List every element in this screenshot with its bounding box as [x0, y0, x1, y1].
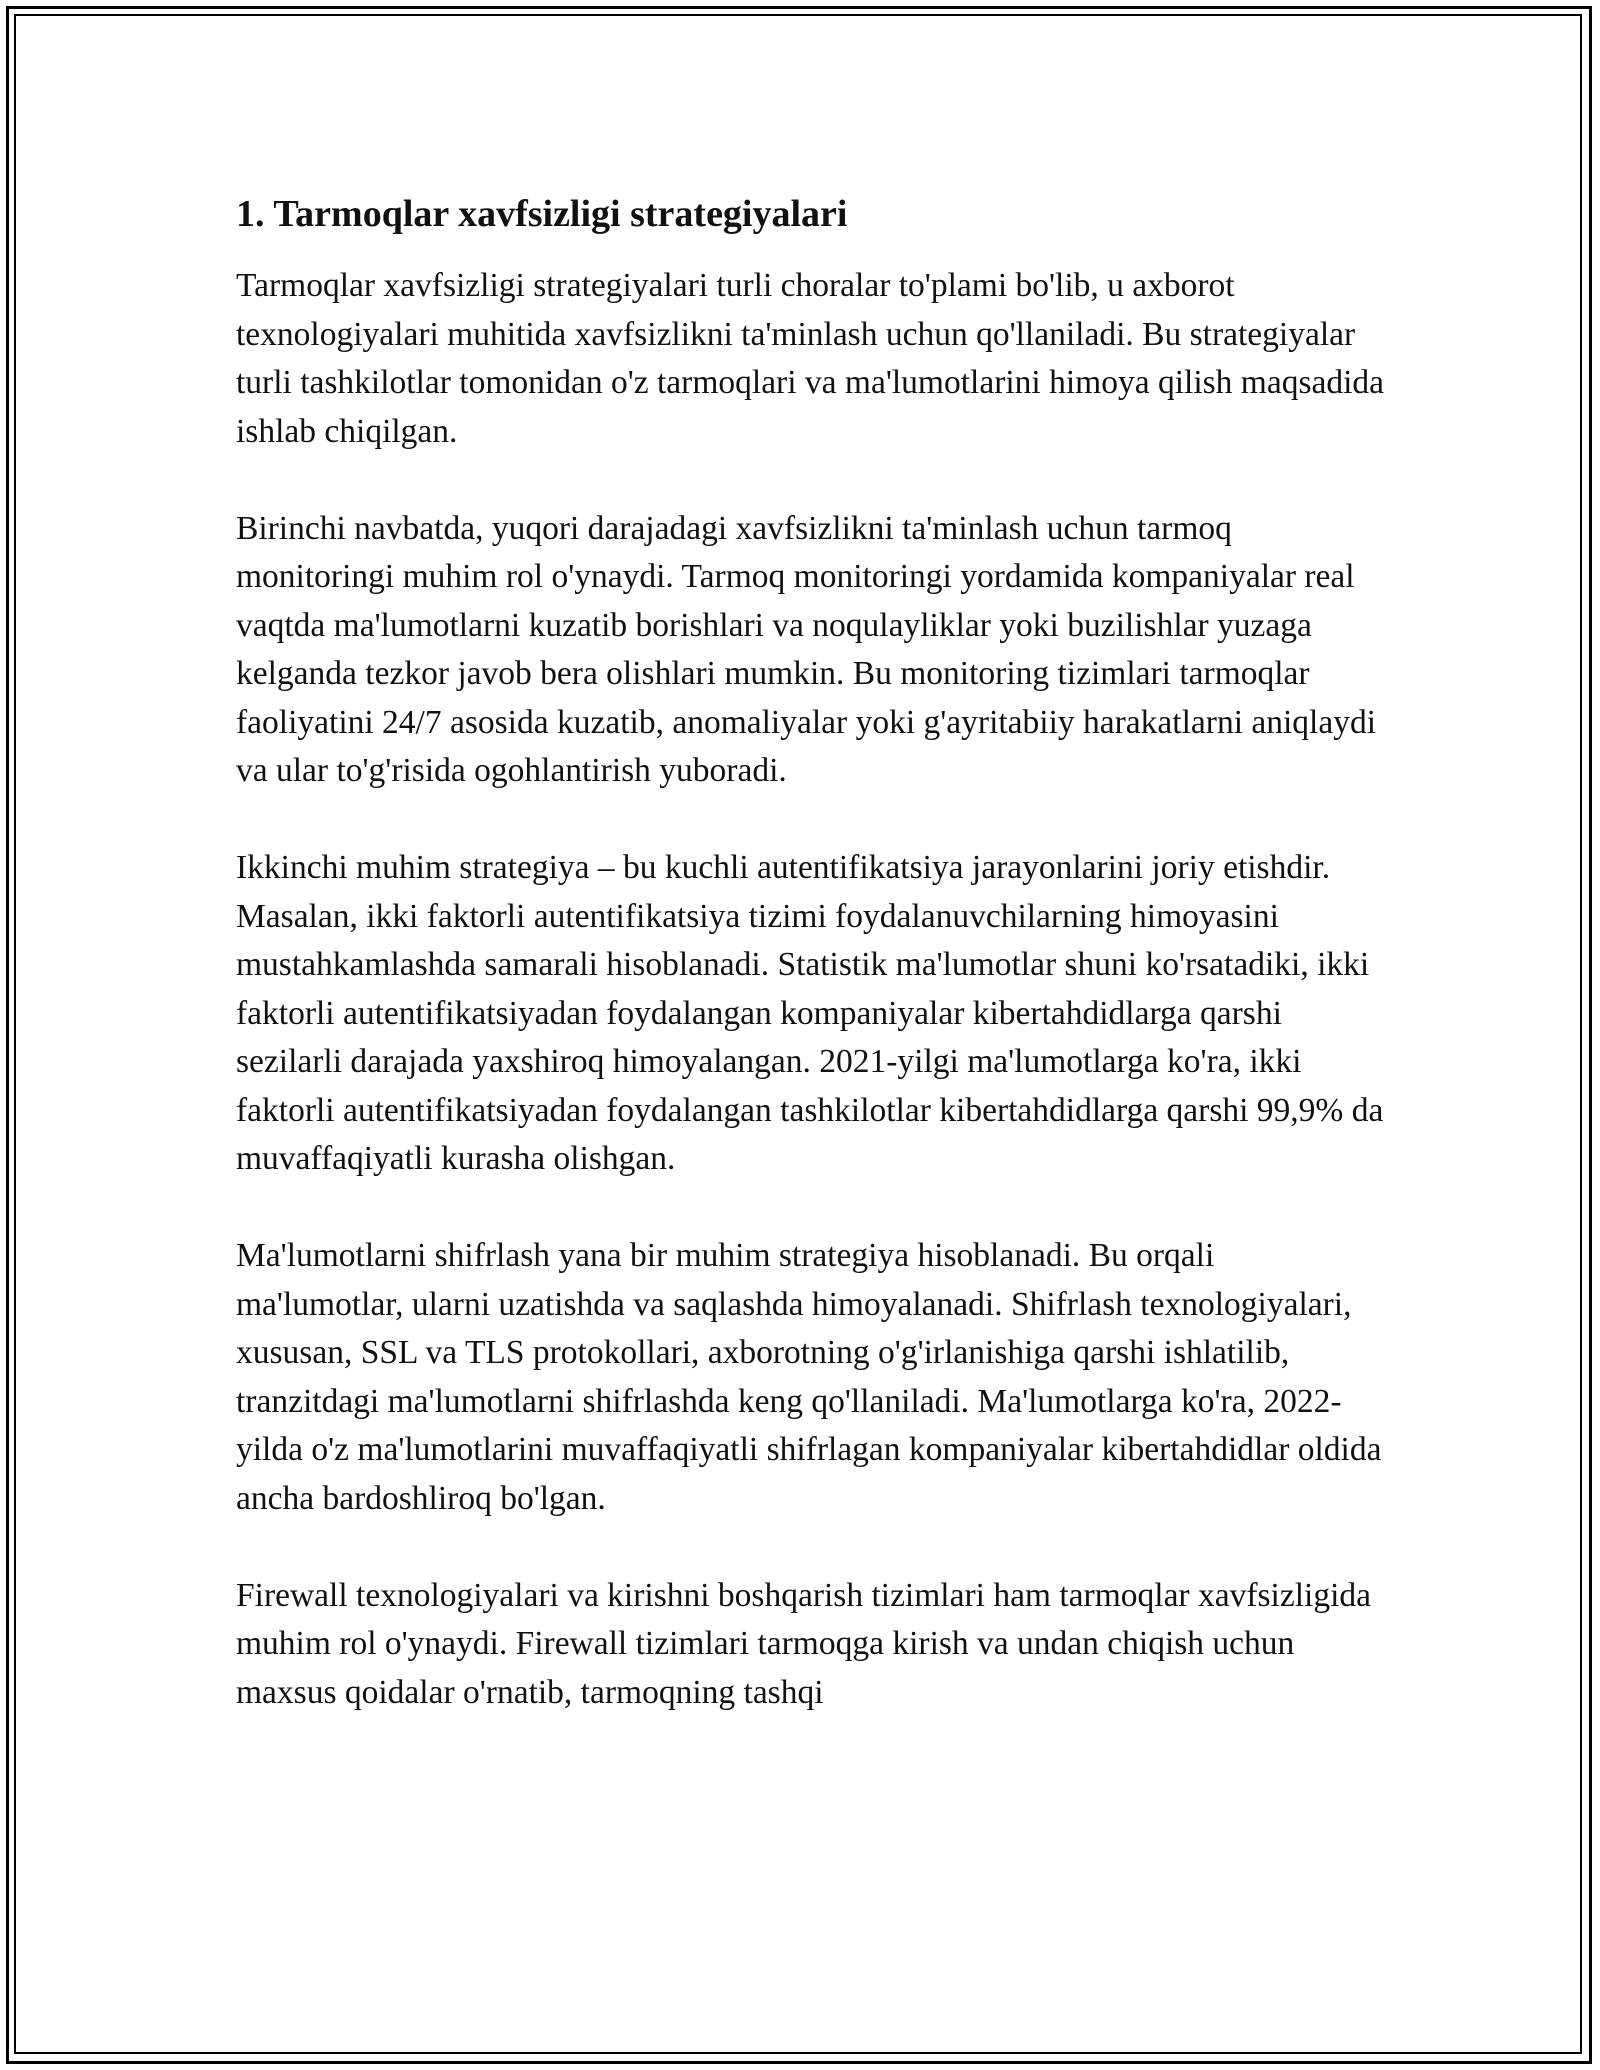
paragraph-monitoring: Birinchi navbatda, yuqori darajadagi xavfsizlikni ta'minlash uchun tarmoq monitoringi muhim rol o'ynaydi. Tarmoq monitoringi yordamida kompaniyalar real vaqtda ma'lumotlarni kuzatib borishlari va noqulayliklar yoki buzilishlar yuzaga kelganda tezkor javob bera olishlari mumkin. Bu monitoring tizimlari tarmoqlar faoliyatini 24/7 asosida kuzatib, anomaliyalar yoki g'ayritabiiy harakatlarni aniqlaydi va ular to'g'risida ogohlantirish yuboradi.	[236, 509, 1377, 789]
paragraph-intro: Tarmoqlar xavfsizligi strategiyalari turli choralar to'plami bo'lib, u axborot texnologiyalari muhitida xavfsizlikni ta'minlash uchun qo'llaniladi. Bu strategiyalar turli tashkilotlar tomonidan o'z tarmoqlari va ma'lumotlarini himoya qilish maqsadida ishlab chiqilgan.	[236, 267, 1385, 450]
paragraph-authentication: Ikkinchi muhim strategiya – bu kuchli autentifikatsiya jarayonlarini joriy etishdir. Masalan, ikki faktorli autentifikatsiya tizimi foydalanuvchilarning himoyasini mustahkamlashda samarali hisoblanadi. Statistik ma'lumotlar shuni ko'rsatadiki, ikki faktorli autentifikatsiyadan foydalangan kompaniyalar kibertahdidlarga qarshi sezilarli darajada yaxshiroq himoyalangan. 2021-yilgi ma'lumotlarga ko'ra, ikki faktorli autentifikatsiyadan foydalangan tashkilotlar kibertahdidlarga qarshi 99,9% da muvaffaqiyatli kurasha olishgan.	[236, 849, 1384, 1177]
document-body	[236, 188, 1386, 1766]
paragraph-encryption: Ma'lumotlarni shifrlash yana bir muhim strategiya hisoblanadi. Bu orqali ma'lumotlar, ularni uzatishda va saqlashda himoyalanadi. Shifrlash texnologiyalari, xususan, SSL va TLS protokollari, axborotning o'g'irlanishiga qarshi ishlatilib, tranzitdagi ma'lumotlarni shifrlashda keng qo'llaniladi. Ma'lumotlarga ko'ra, 2022-yilda o'z ma'lumotlarini muvaffaqiyatli shifrlagan kompaniyalar kibertahdidlar oldida ancha bardoshliroq bo'lgan.	[236, 1237, 1382, 1517]
section-heading: 1. Tarmoqlar xavfsizligi strategiyalari	[236, 193, 848, 235]
paragraph-firewall: Firewall texnologiyalari va kirishni boshqarish tizimlari ham tarmoqlar xavfsizligida muhim rol o'ynaydi. Firewall tizimlari tarmoqga kirish va undan chiqish uchun maxsus qoidalar o'rnatib, tarmoqning tashqi	[236, 1576, 1371, 1711]
